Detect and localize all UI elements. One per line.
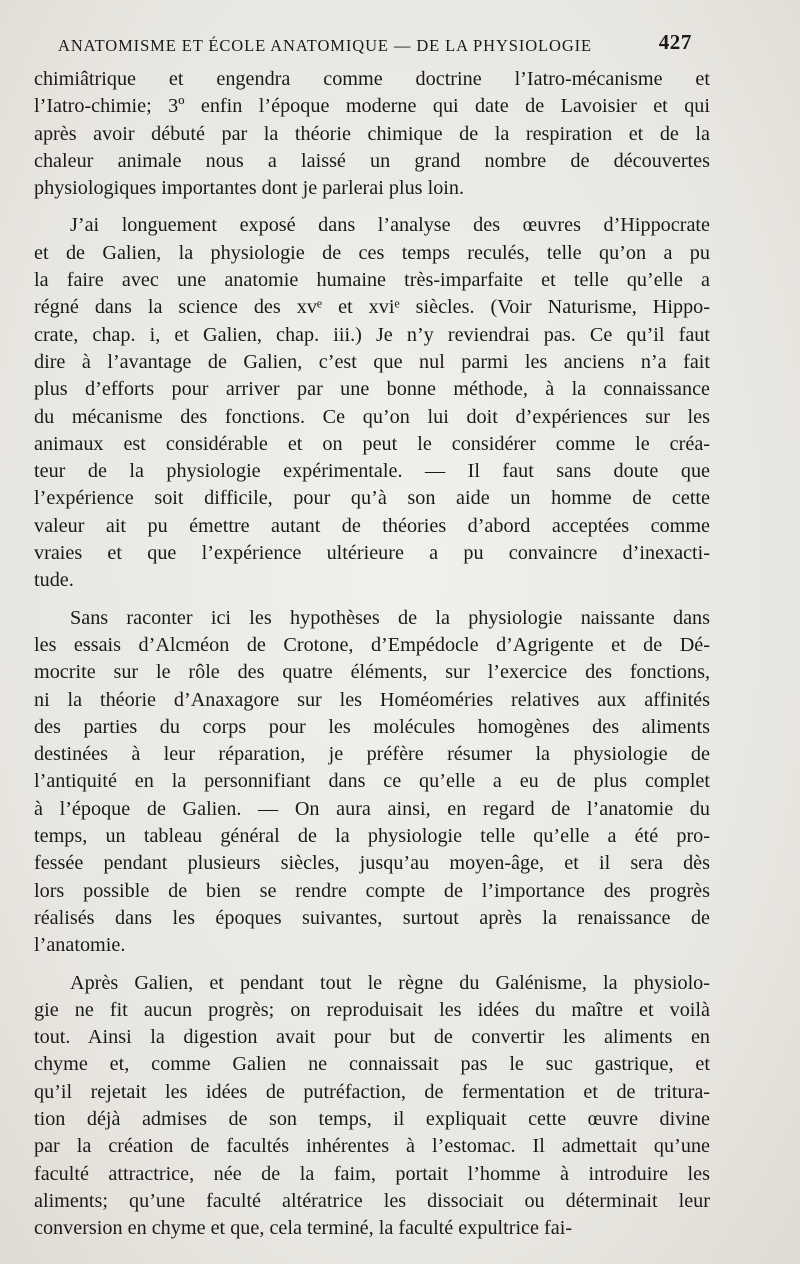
text-line: la faire avec une anatomie humaine très-imparfaite et telle qu’elle a xyxy=(34,269,710,292)
text-line: à l’époque de Galien. — On aura ainsi, en regard de l’anatomie du xyxy=(34,797,710,820)
text-line: conversion en chyme et que, cela terminé, la faculté expultrice fai- xyxy=(34,1217,573,1240)
text-line: chyme et, comme Galien ne connaissait pas le suc gastrique, et xyxy=(34,1053,710,1076)
text-line: fessée pendant plusieurs siècles, jusqu’au moyen-âge, et il sera dès xyxy=(34,852,710,875)
text-line: tude. xyxy=(34,569,74,592)
text-line: des parties du corps pour les molécules homogènes des aliments xyxy=(34,715,710,738)
paragraph-p1 xyxy=(34,66,710,202)
text-line: vraies et que l’expérience ultérieure a pu convaincre d’inexacti- xyxy=(34,542,710,565)
page-number: 427 xyxy=(658,30,692,54)
text-line: les essais d’Alcméon de Crotone, d’Empédocle d’Agrigente et de Dé- xyxy=(34,633,710,656)
text-line: l’antiquité en la personnifiant dans ce qu’elle a eu de plus complet xyxy=(34,770,710,793)
text-line: l’expérience soit difficile, pour qu’à son aide un homme de cette xyxy=(34,487,710,510)
text-line: tion déjà admises de son temps, il expliquait cette œuvre divine xyxy=(34,1107,710,1130)
text-line: réalisés dans les époques suivantes, surtout après la renaissance de xyxy=(34,906,710,929)
text-line: temps, un tableau général de la physiologie telle qu’elle a été pro- xyxy=(34,825,710,848)
text-line: Sans raconter ici les hypothèses de la physiologie naissante dans xyxy=(70,606,710,629)
text-line: dire à l’avantage de Galien, c’est que nul parmi les anciens n’a fait xyxy=(34,350,710,373)
text-line: par la création de facultés inhérentes à l’estomac. Il admettait qu’une xyxy=(34,1135,710,1158)
paragraph-gap xyxy=(34,595,710,605)
paragraph-p2 xyxy=(34,212,710,594)
paragraph-p3 xyxy=(34,605,710,960)
text-line: chaleur animale nous a laissé un grand nombre de découvertes xyxy=(34,149,710,172)
text-line: lors possible de bien se rendre compte de l’importance des progrès xyxy=(34,879,710,902)
page-header xyxy=(58,30,698,64)
text-line: l’anatomie. xyxy=(34,934,126,957)
text-line: qu’il rejetait les idées de putréfaction, de fermentation et de tritura- xyxy=(34,1080,710,1103)
text-line: J’ai longuement exposé dans l’analyse des œuvres d’Hippocrate xyxy=(70,214,710,237)
paragraph-p4 xyxy=(34,970,710,1243)
text-line: crate, chap. i, et Galien, chap. iii.) Je n’y reviendrai pas. Ce qu’il faut xyxy=(34,323,710,346)
text-line: physiologiques importantes dont je parlerai plus loin. xyxy=(34,177,465,200)
text-line: animaux est considérable et on peut le considérer comme le créa- xyxy=(34,432,710,455)
text-line: Après Galien, et pendant tout le règne du Galénisme, la physiolo- xyxy=(70,971,710,994)
paragraph-gap xyxy=(34,960,710,970)
text-line: et de Galien, la physiologie de ces temps reculés, telle qu’on a pu xyxy=(34,241,710,264)
text-line: après avoir débuté par la théorie chimique de la respiration et de la xyxy=(34,122,710,145)
text-line: aliments; qu’une faculté altératrice les dissociait ou déterminait leur xyxy=(34,1189,710,1212)
text-line: gie ne fit aucun progrès; on reproduisait les idées du maître et voilà xyxy=(34,998,710,1021)
running-title: ANATOMISME ET ÉCOLE ANATOMIQUE — DE LA PHYSIOLOGIE xyxy=(58,36,593,55)
text-line: régné dans la science des xvᵉ et xviᵉ siècles. (Voir Naturisme, Hippo- xyxy=(34,296,710,319)
text-line: faculté attractrice, née de la faim, portait l’homme à introduire les xyxy=(34,1162,710,1185)
text-line: destinées à leur réparation, je préfère résumer la physiologie de xyxy=(34,743,710,766)
page-body xyxy=(34,66,710,1242)
text-line: l’Iatro-chimie; 3º enfin l’époque moderne qui date de Lavoisier et qui xyxy=(34,95,710,118)
text-line: du mécanisme des fonctions. Ce qu’on lui doit d’expériences sur les xyxy=(34,405,710,428)
text-line: chimiâtrique et engendra comme doctrine l’Iatro-mécanisme et xyxy=(34,68,710,90)
text-line: valeur ait pu émettre autant de théories d’abord acceptées comme xyxy=(34,514,710,537)
text-line: tout. Ainsi la digestion avait pour but de convertir les aliments en xyxy=(34,1026,710,1049)
text-line: mocrite sur le rôle des quatre éléments, sur l’exercice des fonctions, xyxy=(34,661,710,684)
paragraph-gap xyxy=(34,202,710,212)
text-line: ni la théorie d’Anaxagore sur les Homéoméries relatives aux affinités xyxy=(34,688,710,711)
text-line: plus d’efforts pour arriver par une bonne méthode, à la connaissance xyxy=(34,378,710,401)
text-line: teur de la physiologie expérimentale. — Il faut sans doute que xyxy=(34,460,710,483)
